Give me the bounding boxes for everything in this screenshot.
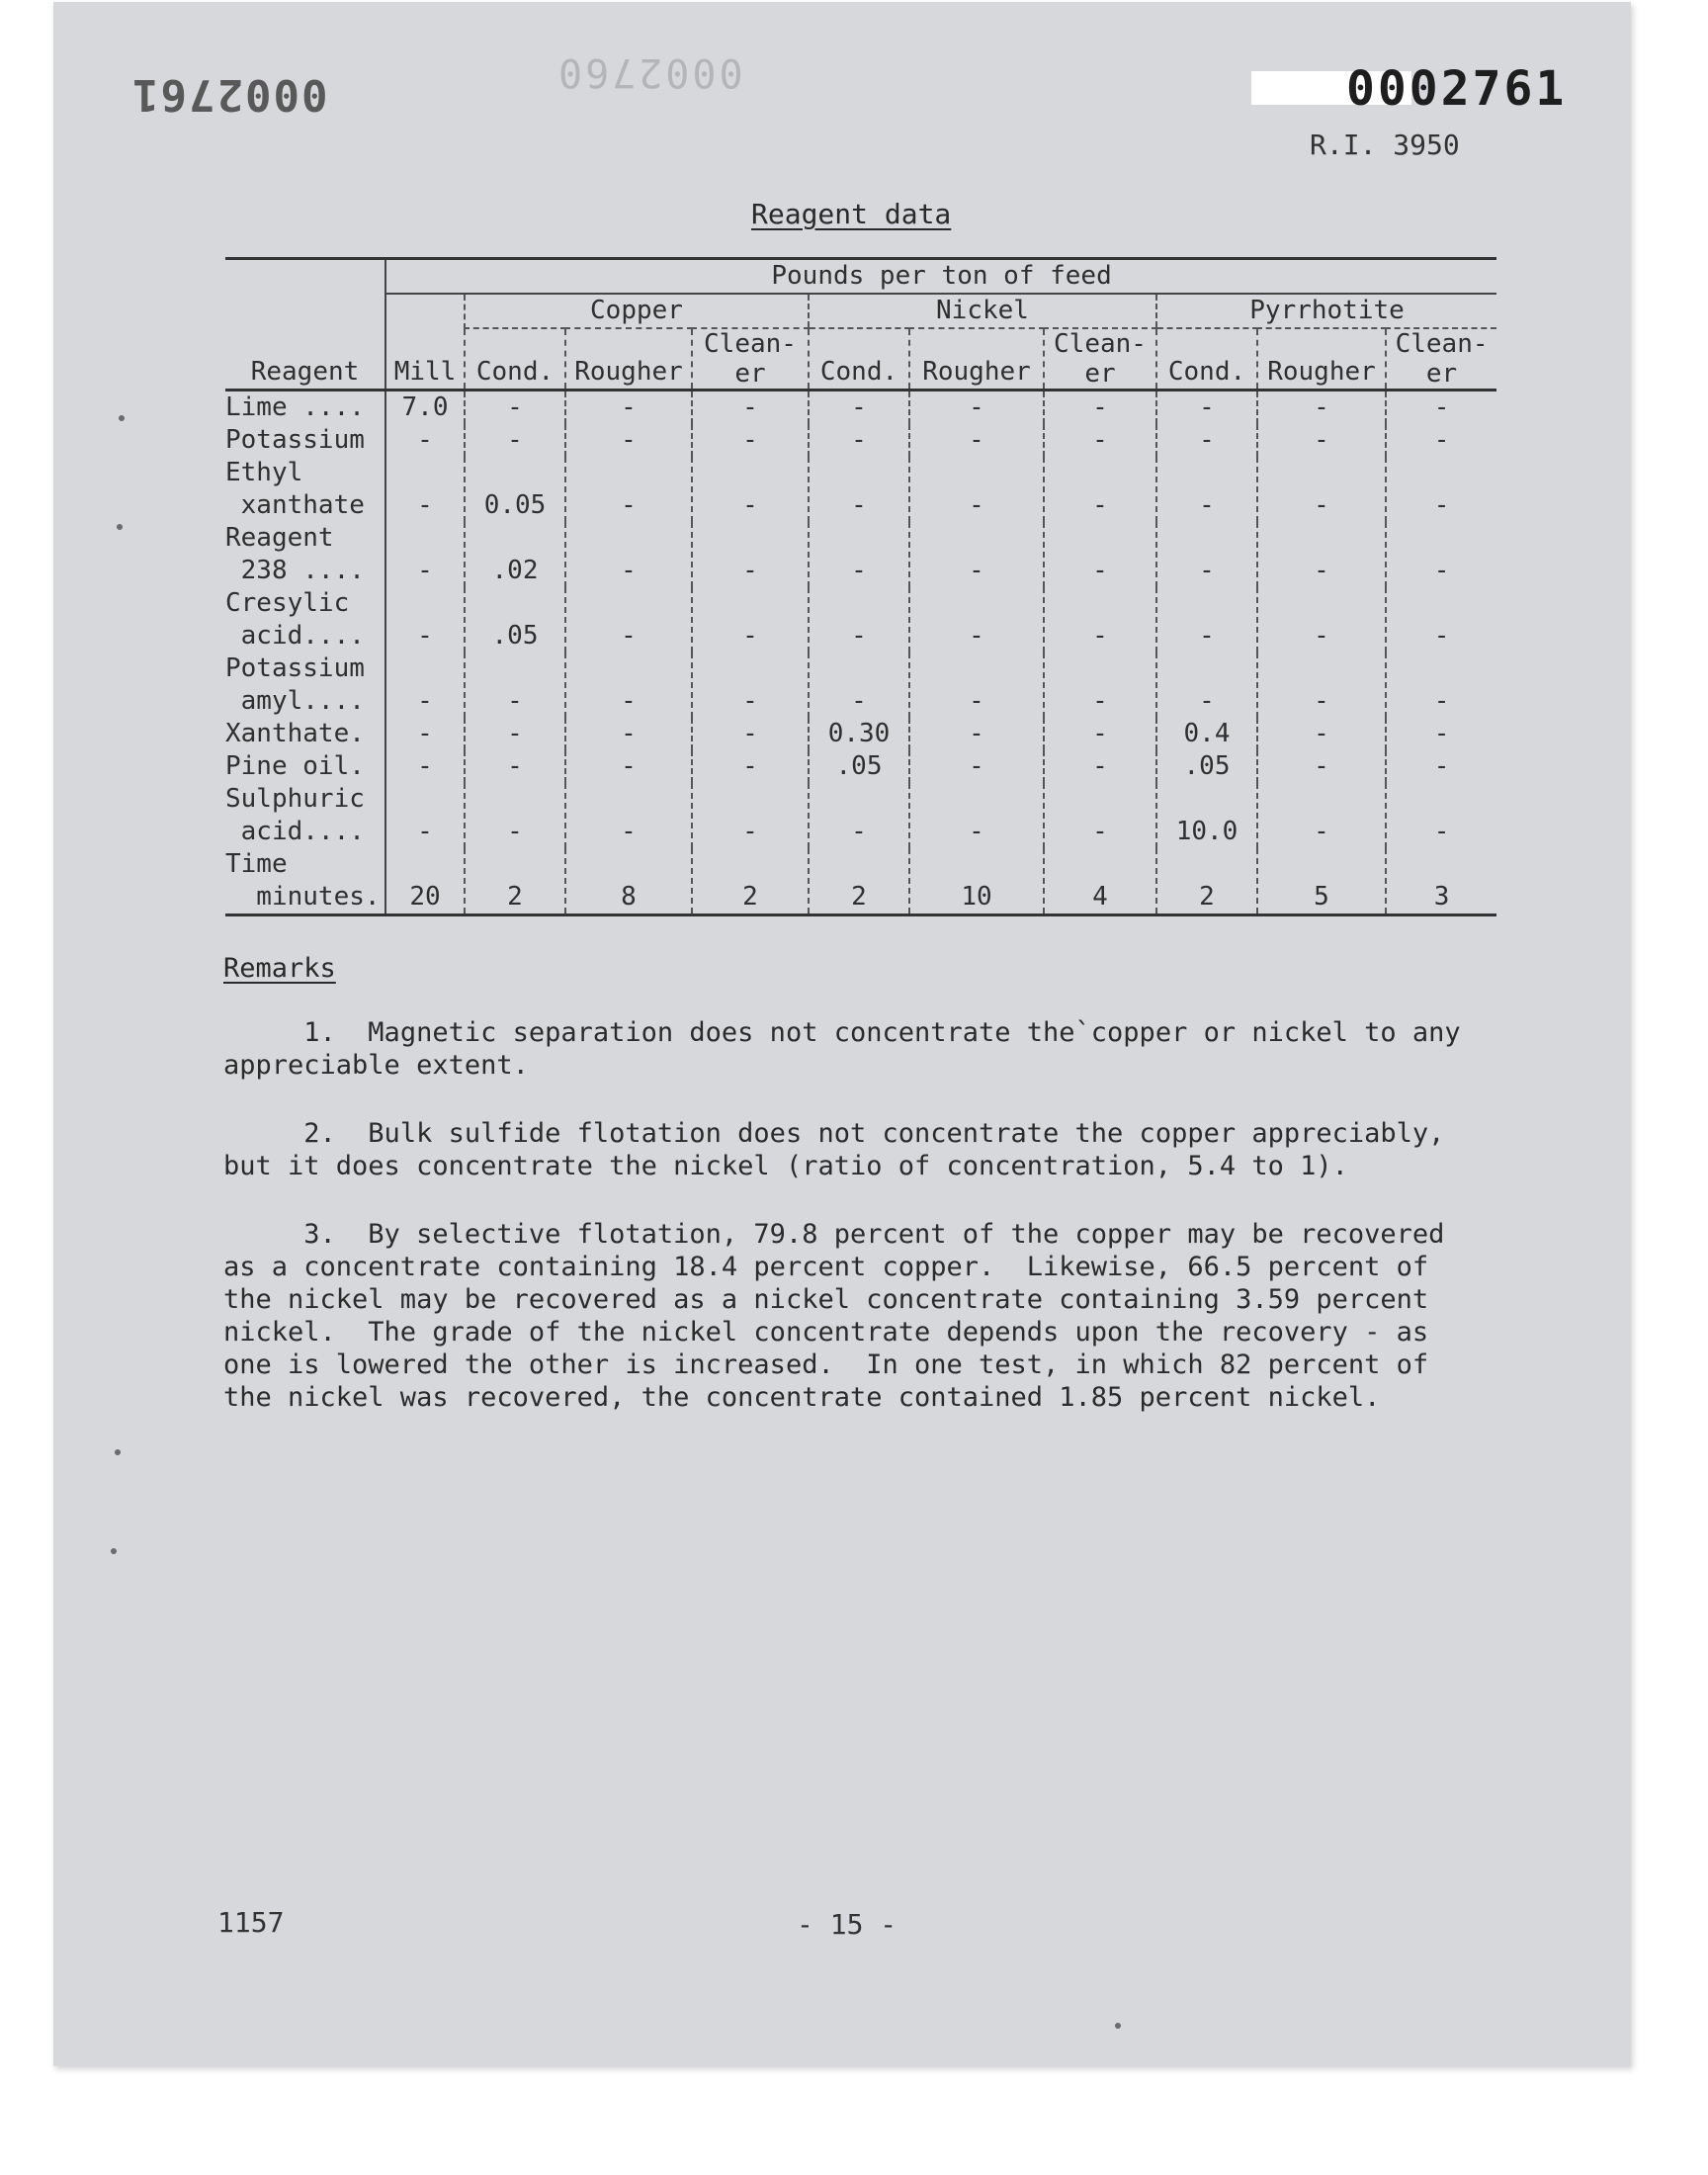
col-header-nickel-rougher: Rougher <box>909 328 1044 391</box>
value-cell: 8 <box>565 848 692 915</box>
value-cell: - <box>1257 587 1386 652</box>
value-cell: - <box>565 587 692 652</box>
reagent-name-cell <box>225 587 385 652</box>
value-cell: - <box>809 587 909 652</box>
value-cell: 3 <box>1386 848 1496 915</box>
table-row <box>225 848 1496 915</box>
col-header-copper-cond: Cond. <box>465 328 565 391</box>
value-cell: - <box>1156 522 1257 587</box>
value-cell: - <box>809 457 909 522</box>
value-cell: - <box>1257 652 1386 718</box>
value-cell: - <box>385 750 465 783</box>
value-cell: - <box>1386 652 1496 718</box>
col-header-nickel-cond: Cond. <box>809 328 909 391</box>
col-header-copper-cleaner <box>692 328 809 391</box>
value-cell: 2 <box>465 848 565 915</box>
value-cell: - <box>692 718 809 750</box>
col-header-mill: Mill <box>385 294 465 391</box>
value-cell: - <box>1257 457 1386 522</box>
archive-stamp-inverted: 0002761 <box>130 69 328 120</box>
value-cell: 0.4 <box>1156 718 1257 750</box>
value-cell: - <box>809 522 909 587</box>
value-cell: - <box>692 783 809 848</box>
table-row <box>225 424 1496 457</box>
cleaner-top: Clean- <box>704 329 797 359</box>
reagent-name-line: amyl.... <box>225 686 365 716</box>
paper-speck <box>119 415 125 421</box>
value-cell: .05 <box>465 587 565 652</box>
table-row <box>225 587 1496 652</box>
reagent-table-body <box>225 391 1496 915</box>
value-cell: .02 <box>465 522 565 587</box>
table-row <box>225 783 1496 848</box>
value-cell: - <box>909 522 1044 587</box>
cleaner-bottom: er <box>1425 359 1458 389</box>
remark-paragraph-1: 1. Magnetic separation does not concentrate the`copper or nickel to any appreciable extent. <box>223 1017 1461 1081</box>
value-cell: - <box>692 457 809 522</box>
remark-paragraph-2: 2. Bulk sulfide flotation does not concentrate the copper appreciably, but it does concentrate the nickel (ratio of concentration, 5.4 to 1). <box>223 1118 1445 1181</box>
reagent-name-line: xanthate <box>225 490 365 520</box>
paper-speck <box>1115 2023 1121 2029</box>
value-cell: - <box>1257 522 1386 587</box>
col-header-super: Pounds per ton of feed <box>385 259 1496 295</box>
group-header-pyrrhotite: Pyrrhotite <box>1156 294 1496 328</box>
value-cell: - <box>1386 457 1496 522</box>
value-cell: - <box>1386 424 1496 457</box>
value-cell: 2 <box>692 848 809 915</box>
value-cell: - <box>565 391 692 425</box>
value-cell: 0.05 <box>465 457 565 522</box>
table-row <box>225 718 1496 750</box>
remark-paragraph-3: 3. By selective flotation, 79.8 percent of the copper may be recovered as a concentrate containing 18.4 percent copper. Likewise, 66.5 percent of the nickel may be recovered as a nickel concentrate containing 3.59 percent nickel. The grade of the nickel concentrate depends upon the recovery - as one is lowered the other is increased. In one test, in which 82 percent of the nickel was recovered, the concentrate contained 1.85 percent nickel. <box>223 1219 1445 1413</box>
value-cell: - <box>692 652 809 718</box>
cleaner-top: Clean- <box>1054 329 1147 359</box>
value-cell: - <box>565 522 692 587</box>
value-cell: - <box>1257 783 1386 848</box>
value-cell: - <box>909 587 1044 652</box>
reagent-name-line: Pine oil. <box>225 751 365 781</box>
value-cell: - <box>692 424 809 457</box>
col-header-reagent: Reagent <box>225 259 385 391</box>
value-cell: - <box>692 391 809 425</box>
report-id: R.I. 3950 <box>1310 129 1460 161</box>
value-cell: - <box>1156 652 1257 718</box>
reagent-name-line: Ethyl <box>225 458 303 487</box>
value-cell: - <box>385 587 465 652</box>
paper-speck <box>111 1548 117 1554</box>
reagent-name-cell <box>225 718 385 750</box>
group-header-copper: Copper <box>465 294 809 328</box>
paper-speck <box>115 1449 121 1455</box>
value-cell: 2 <box>1156 848 1257 915</box>
paper-speck <box>117 524 123 530</box>
faint-stamp-inverted: 0002760 <box>555 49 743 95</box>
reagent-name-cell <box>225 457 385 522</box>
table-row <box>225 522 1496 587</box>
value-cell: 2 <box>809 848 909 915</box>
value-cell: - <box>1156 587 1257 652</box>
value-cell: - <box>1386 522 1496 587</box>
value-cell: .05 <box>809 750 909 783</box>
reagent-name-line: minutes. <box>225 882 381 912</box>
value-cell: - <box>385 652 465 718</box>
reagent-name-line: Lime .... <box>225 392 365 422</box>
table-row <box>225 457 1496 522</box>
reagent-name-line: Potassium <box>225 653 365 683</box>
col-header-pyrrhotite-rougher: Rougher <box>1257 328 1386 391</box>
value-cell: - <box>465 652 565 718</box>
value-cell: - <box>465 391 565 425</box>
page-number: - 15 - <box>797 1908 897 1941</box>
value-cell: - <box>565 718 692 750</box>
document-number: 0002761 <box>1346 61 1568 117</box>
cleaner-bottom: er <box>1084 359 1116 389</box>
value-cell: 5 <box>1257 848 1386 915</box>
value-cell: - <box>909 457 1044 522</box>
col-header-copper-rougher: Rougher <box>565 328 692 391</box>
value-cell: - <box>1044 522 1156 587</box>
value-cell: - <box>465 718 565 750</box>
reagent-name-line: acid.... <box>225 817 365 846</box>
remarks-heading: Remarks <box>223 953 336 984</box>
value-cell: - <box>1044 424 1156 457</box>
value-cell: - <box>1044 783 1156 848</box>
value-cell: - <box>909 424 1044 457</box>
reagent-table-container <box>225 257 1496 916</box>
value-cell: - <box>1257 424 1386 457</box>
value-cell: - <box>1044 750 1156 783</box>
value-cell: - <box>809 424 909 457</box>
value-cell: - <box>565 783 692 848</box>
reagent-name-cell <box>225 424 385 457</box>
value-cell: - <box>465 783 565 848</box>
value-cell: - <box>565 424 692 457</box>
value-cell: - <box>692 750 809 783</box>
value-cell: - <box>565 750 692 783</box>
value-cell: - <box>385 457 465 522</box>
value-cell: 20 <box>385 848 465 915</box>
value-cell: - <box>1386 718 1496 750</box>
col-header-pyrrhotite-cond: Cond. <box>1156 328 1257 391</box>
value-cell: - <box>465 424 565 457</box>
col-header-pyrrhotite-cleaner <box>1386 328 1496 391</box>
table-row <box>225 391 1496 425</box>
reagent-name-cell <box>225 750 385 783</box>
value-cell: - <box>1386 783 1496 848</box>
footer-code: 1157 <box>217 1906 285 1939</box>
reagent-name-cell <box>225 848 385 915</box>
value-cell: - <box>1044 652 1156 718</box>
reagent-name-line: Potassium <box>225 425 365 455</box>
value-cell: - <box>909 750 1044 783</box>
cleaner-top: Clean- <box>1395 329 1489 359</box>
value-cell: 4 <box>1044 848 1156 915</box>
value-cell: 7.0 <box>385 391 465 425</box>
value-cell: - <box>565 652 692 718</box>
value-cell: - <box>385 424 465 457</box>
reagent-name-cell <box>225 522 385 587</box>
value-cell: - <box>809 391 909 425</box>
value-cell: .05 <box>1156 750 1257 783</box>
value-cell: - <box>809 783 909 848</box>
value-cell: 10.0 <box>1156 783 1257 848</box>
value-cell: - <box>1044 391 1156 425</box>
value-cell: - <box>465 750 565 783</box>
value-cell: - <box>385 783 465 848</box>
reagent-table <box>225 257 1496 916</box>
value-cell: - <box>1044 587 1156 652</box>
cleaner-bottom: er <box>734 359 766 389</box>
reagent-name-cell <box>225 652 385 718</box>
value-cell: - <box>909 391 1044 425</box>
value-cell: - <box>909 783 1044 848</box>
reagent-name-line: Xanthate. <box>225 719 365 748</box>
value-cell: - <box>1044 718 1156 750</box>
value-cell: - <box>1386 750 1496 783</box>
value-cell: - <box>809 652 909 718</box>
reagent-name-cell <box>225 783 385 848</box>
col-header-nickel-cleaner <box>1044 328 1156 391</box>
value-cell: - <box>909 652 1044 718</box>
reagent-name-line: Reagent <box>225 523 334 553</box>
reagent-name-cell <box>225 391 385 425</box>
value-cell: 10 <box>909 848 1044 915</box>
value-cell: - <box>1386 391 1496 425</box>
reagent-name-line: acid.... <box>225 621 365 651</box>
value-cell: - <box>385 522 465 587</box>
value-cell: - <box>692 587 809 652</box>
reagent-name-line: Sulphuric <box>225 784 365 814</box>
value-cell: - <box>1156 391 1257 425</box>
value-cell: - <box>909 718 1044 750</box>
value-cell: - <box>1257 750 1386 783</box>
value-cell: - <box>385 718 465 750</box>
value-cell: - <box>1156 457 1257 522</box>
reagent-name-line: Cresylic <box>225 588 350 618</box>
value-cell: 0.30 <box>809 718 909 750</box>
reagent-name-line: 238 .... <box>225 556 365 585</box>
value-cell: - <box>1257 391 1386 425</box>
value-cell: - <box>1386 587 1496 652</box>
value-cell: - <box>692 522 809 587</box>
reagent-name-line: Time <box>225 849 288 879</box>
value-cell: - <box>1044 457 1156 522</box>
value-cell: - <box>1257 718 1386 750</box>
table-row <box>225 750 1496 783</box>
table-title: Reagent data <box>751 198 952 230</box>
table-row <box>225 652 1496 718</box>
value-cell: - <box>1156 424 1257 457</box>
value-cell: - <box>565 457 692 522</box>
group-header-nickel: Nickel <box>809 294 1156 328</box>
